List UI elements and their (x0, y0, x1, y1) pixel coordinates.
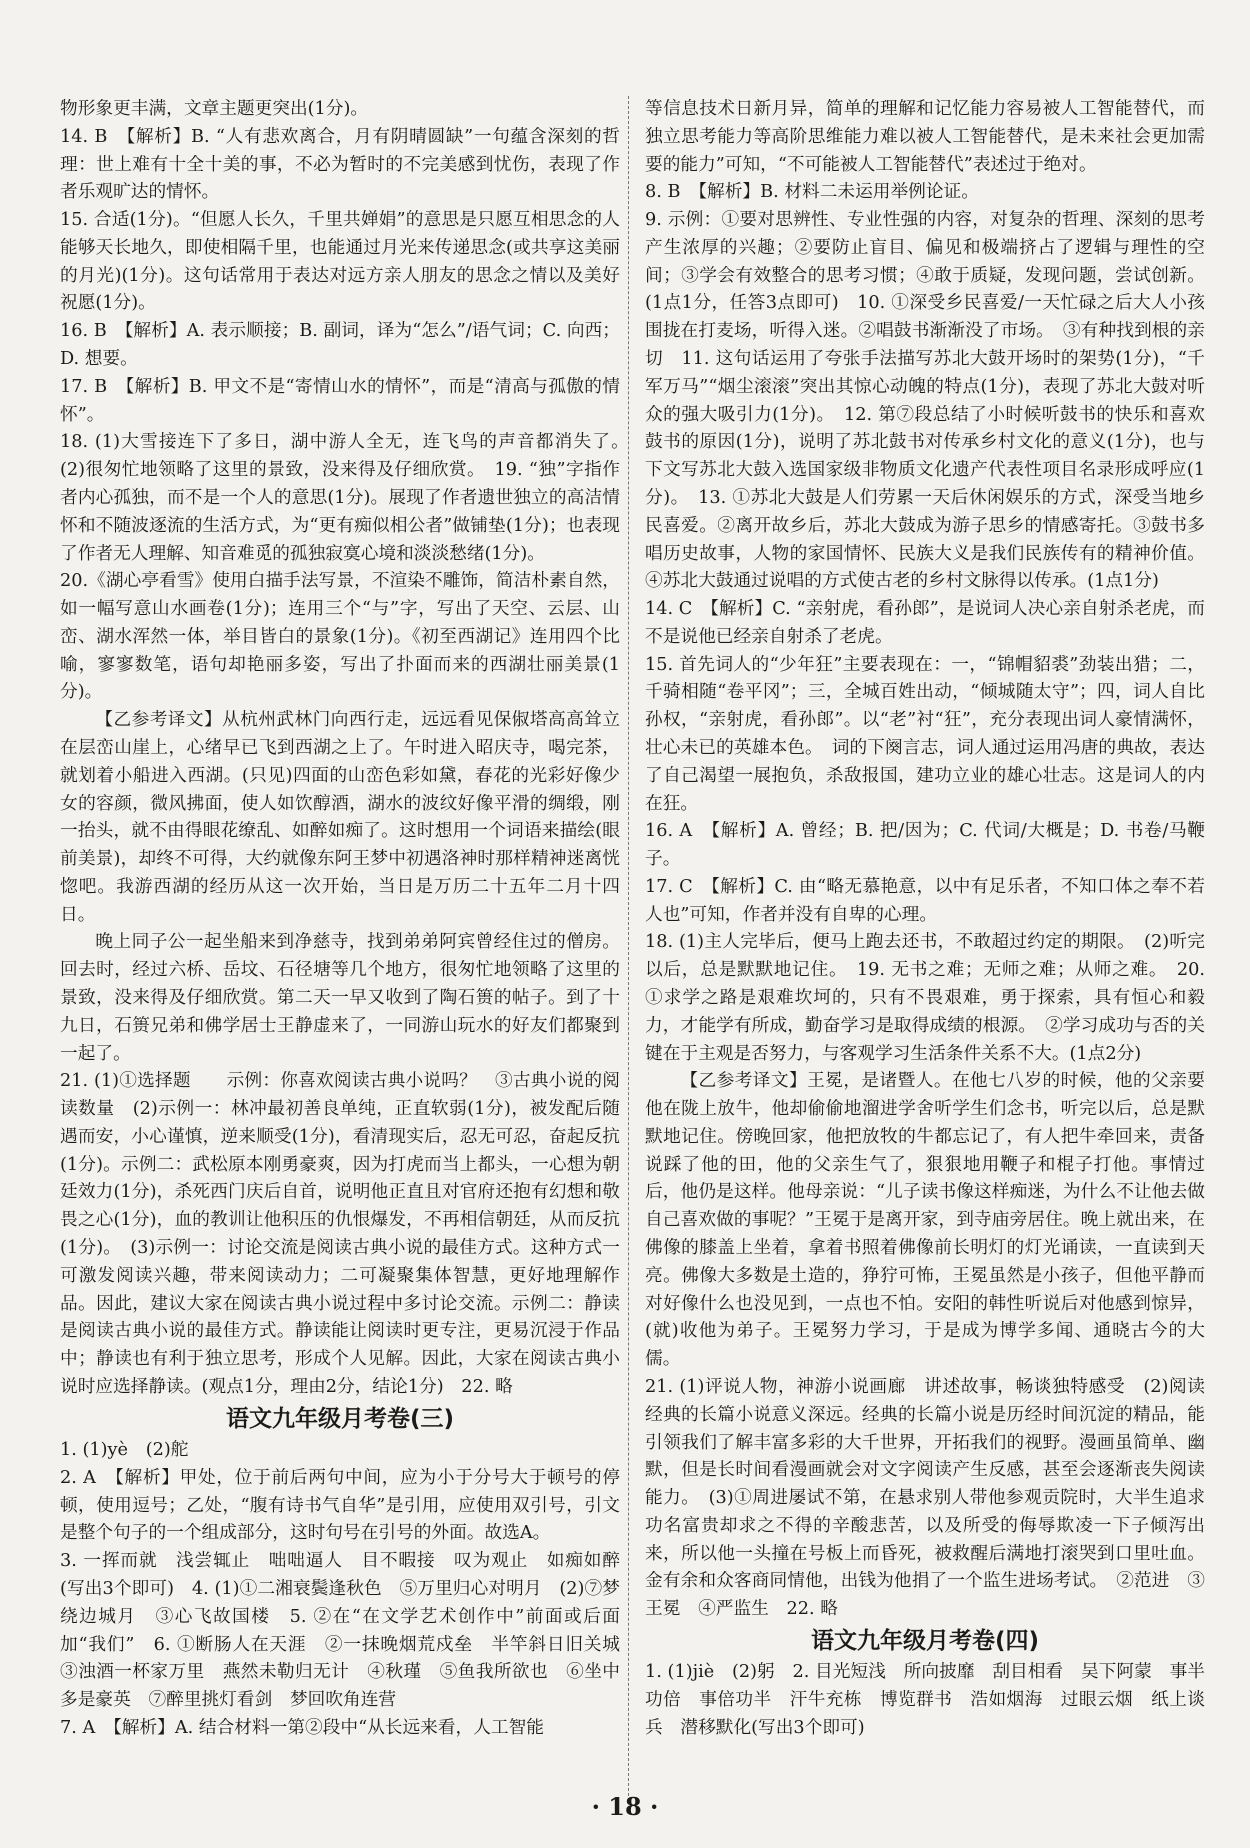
answer-paragraph: 20.《湖心亭看雪》使用白描手法写景，不渲染不雕饰，简洁朴素自然，如一幅写意山水画卷(1分)；连用三个“与”字，写出了天空、云层、山峦、湖水浑然一体，举目皆白的景象(1分)。《初至西湖记》连用四个比喻，寥寥数笔，语句却艳丽多姿，写出了扑面而来的西湖壮丽美景(1分)。 (60, 571, 620, 703)
translation-paragraph: 【乙参考译文】王冕，是诸暨人。在他七八岁的时候，他的父亲要他在陇上放牛，他却偷偷地溜进学舍听学生们念书，听完以后，总是默默地记住。傍晚回家，他把放牧的牛都忘记了，有人把牛牵回来，责备说踩了他的田，他的父亲生气了，狠狠地用鞭子和棍子打他。事情过后，他仍是这样。他母亲说：“儿子读书像这样痴迷，为什么不让他去做自己喜欢做的事呢？”王冕于是离开家，到寺庙旁居住。晚上就出来，在佛像的膝盖上坐着，拿着书照着佛像前长明灯的灯光诵读，一直读到天亮。佛像大多数是土造的，狰狞可怖，王冕虽然是小孩子，但他平静而对好像什么也没见到，一点也不怕。安阳的韩性听说后对他感到惊异，(就)收他为弟子。王冕努力学习，于是成为博学多闻、通晓古今的大儒。 (645, 1071, 1205, 1370)
answer-paragraph: 1. (1)yè (2)舵 (60, 1440, 189, 1461)
answer-paragraph: 9. 示例：①要对思辨性、专业性强的内容，对复杂的哲理、深刻的思考产生浓厚的兴趣；②要防止盲目、偏见和极端挤占了逻辑与理性的空间；③学会有效整合的思考习惯；④敢于质疑，发现问题，尝试创新。(1点1分，任答3点即可) 10. ①深受乡民喜爱/一天忙碌之后大人小孩围拢在打麦场，听得入迷。②唱鼓书渐渐没了市场。 ③有种找到根的亲切 11. 这句话运用了夸张手法描写苏北大鼓开场时的架势(1分)，“千军万马”“烟尘滚滚”突出其惊心动魄的特点(1分)，表现了苏北大鼓对听众的强大吸引力(1分)。 12. 第⑦段总结了小时候听鼓书的快乐和喜欢鼓书的原因(1分)，说明了苏北鼓书对传承乡村文化的意义(1分)，也与下文写苏北大鼓入选国家级非物质文化遗产代表性项目名录形成呼应(1分)。 13. ①苏北大鼓是人们劳累一天后休闲娱乐的方式，深受当地乡民喜爱。②离开故乡后，苏北大鼓成为游子思乡的情感寄托。③鼓书多唱历史故事，人物的家国情怀、民族大义是我们民族传有的精神价值。④苏北大鼓通过说唱的方式使古老的乡村文脉得以传承。(1点1分) (645, 210, 1205, 592)
answer-paragraph: 18. (1)主人完毕后，便马上跑去还书，不敢超过约定的期限。 (2)听完以后，总是默默地记住。 19. 无书之难；无师之难；从师之难。 20. ①求学之路是艰难坎坷的，只有不畏艰难，勇于探索，具有恒心和毅力，才能学有所成，勤奋学习是取得成绩的根源。 ②学习成功与否的关键在于主观是否努力，与客观学习生活条件关系不大。(1点2分) (645, 932, 1205, 1064)
translation-paragraph: 晚上同子公一起坐船来到净慈寺，找到弟弟阿宾曾经住过的僧房。回去时，经过六桥、岳坟、石径塘等几个地方，很匆忙地领略了这里的景致，没来得及仔细欣赏。第二天一早又收到了陶石篑的帖子。到了十九日，石篑兄弟和佛学居士王静虚来了，一同游山玩水的好友们都聚到一起了。 (60, 932, 620, 1064)
answer-paragraph: 17. B 【解析】B. 甲文不是“寄情山水的情怀”，而是“清高与孤傲的情怀”。 (60, 376, 620, 425)
answer-paragraph: 21. (1)评说人物，神游小说画廊 讲述故事，畅谈独特感受 (2)阅读经典的长篇小说意义深远。经典的长篇小说是历经时间沉淀的精品，能引领我们了解丰富多彩的大千世界，开拓我们的视野。漫画虽简单、幽默，但是长时间看漫画就会对文字阅读产生反感，甚至会逐渐丧失阅读能力。 (3)①周进屡试不第，在悬求别人带他参观贡院时，大半生追求功名富贵却求之不得的辛酸悲苦，以及所受的侮辱欺凌一下子倾泻出来，所以他一头撞在号板上而昏死，被救醒后满地打滚哭到口里吐血。金有余和众客商同情他，出钱为他捐了一个监生进场考试。 ②范进 ③王冕 ④严监生 22. 略 (645, 1376, 1205, 1620)
answer-paragraph: 等信息技术日新月异，简单的理解和记忆能力容易被人工智能替代，而独立思考能力等高阶思维能力难以被人工智能替代，是未来社会更加需要的能力”可知，“不可能被人工智能替代”表述过于绝对。 (645, 99, 1205, 175)
left-column (60, 96, 638, 1743)
answer-paragraph: 2. A 【解析】甲处，位于前后两句中间，应为小于分号大于顿号的停顿，使用逗号；乙处，“腹有诗书气自华”是引用，应使用双引号，引文是整个句子的一个组成部分，这时句号在引号的外面。故选A。 (60, 1467, 620, 1544)
answer-paragraph: 16. B 【解析】A. 表示顺接；B. 副词，译为“怎么”/语气词；C. 向西；D. 想要。 (60, 321, 620, 370)
right-column (645, 96, 1205, 1743)
column-divider (628, 96, 629, 1796)
answer-paragraph: 21. (1)①选择题 示例：你喜欢阅读古典小说吗？ ③古典小说的阅读数量 (2)示例一：林冲最初善良单纯，正直软弱(1分)，被发配后随遇而安，小心谨慎，逆来顺受(1分)，看清现实后，忍无可忍，奋起反抗(1分)。示例二：武松原本刚勇豪爽，因为打虎而当上都头，一心想为朝廷效力(1分)，杀死西门庆后自首，说明他正直且对官府还抱有幻想和敬畏之心(1分)，血的教训让他积压的仇恨爆发，不再相信朝廷，从而反抗(1分)。 (3)示例一：讨论交流是阅读古典小说的最佳方式。这种方式一可激发阅读兴趣，带来阅读动力；二可凝聚集体智慧，更好地理解作品。因此，建议大家在阅读古典小说过程中多讨论交流。示例二：静读是阅读古典小说的最佳方式。静读能让阅读时更专注，更易沉浸于作品中；静读也有利于独立思考，形成个人见解。因此，大家在阅读古典小说时应选择静读。(观点1分，理由2分，结论1分) 22. 略 (60, 1071, 620, 1397)
answer-paragraph: 16. A 【解析】A. 曾经；B. 把/因为；C. 代词/大概是；D. 书卷/马鞭子。 (645, 821, 1205, 870)
answer-paragraph: 1. (1)jiè (2)躬 2. 目光短浅 所向披靡 刮目相看 吴下阿蒙 事半功倍 事倍功半 汗牛充栋 博览群书 浩如烟海 过眼云烟 纸上谈兵 潜移默化(写出3个即可) (645, 1662, 1205, 1738)
answer-paragraph: 8. B 【解析】B. 材料二未运用举例论证。 (645, 182, 979, 203)
translation-paragraph: 【乙参考译文】从杭州武林门向西行走，远远看见保俶塔高高耸立在层峦山崖上，心绪早已飞到西湖之上了。午时进入昭庆寺，喝完茶，就划着小船进入西湖。(只见)四面的山峦色彩如黛，春花的光彩好像少女的容颜，微风拂面，使人如饮醇酒，湖水的波纹好像平滑的绸缎，刚一抬头，就不由得眼花缭乱、如醉如痴了。这时想用一个词语来描绘(眼前美景)，却终不可得，大约就像东阿王梦中初遇洛神时那样精神迷离恍惚吧。我游西湖的经历从这一次开始，当日是万历二十五年二月十四日。 (60, 710, 620, 925)
section-heading: 语文九年级月考卷(三) (225, 1405, 455, 1432)
answer-paragraph: 15. 首先词人的“少年狂”主要表现在：一，“锦帽貂裘”劲装出猎；二，千骑相随“卷平冈”；三，全城百姓出动，“倾城随太守”；四，词人自比孙权，“亲射虎，看孙郎”。以“老”衬“狂”，充分表现出词人豪情满怀，壮心未已的英雄本色。 词的下阕言志，词人通过运用冯唐的典故，表达了自己渴望一展抱负，杀敌报国，建功立业的雄心壮志。这是词人的内在狂。 (645, 654, 1205, 814)
answer-paragraph: 15. 合适(1分)。“但愿人长久，千里共婵娟”的意思是只愿互相思念的人能够天长地久，即使相隔千里，也能通过月光来传递思念(或共享这美丽的月光)(1分)。这句话常用于表达对远方亲人朋友的思念之情以及美好祝愿(1分)。 (60, 210, 620, 314)
answer-paragraph: 物形象更丰满，文章主题更突出(1分)。 (60, 99, 369, 119)
answer-paragraph: 7. A 【解析】A. 结合材料一第②段中“从长远来看，人工智能 (60, 1717, 544, 1738)
answer-paragraph: 17. C 【解析】C. 由“略无慕艳意，以中有足乐者，不知口体之奉不若人也”可知，作者并没有自卑的心理。 (645, 876, 1205, 925)
answer-paragraph: 3. 一挥而就 浅尝辄止 咄咄逼人 目不暇接 叹为观止 如痴如醉(写出3个即可) 4. (1)①二湘衰鬓逢秋色 ⑤万里归心对明月 (2)⑦梦绕边城月 ③心飞故国楼 5. ②在“在文学艺术创作中”前面或后面加“我们” 6. ①断肠人在天涯 ②一抹晚烟荒戍垒 半竿斜日旧关城 ③浊酒一杯家万里 燕然未勒归无计 ④秋瑾 ⑤鱼我所欲也 ⑥坐中多是豪英 ⑦醉里挑灯看剑 梦回吹角连营 (60, 1551, 638, 1711)
answer-paragraph: 14. B 【解析】B. “人有悲欢离合，月有阴晴圆缺”一句蕴含深刻的哲理：世上难有十全十美的事，不必为暂时的不完美感到忧伤，表现了作者乐观旷达的情怀。 (60, 126, 620, 203)
page-number: · 18 · (591, 1792, 659, 1821)
section-heading: 语文九年级月考卷(四) (810, 1627, 1040, 1654)
answer-paragraph: 14. C 【解析】C. “亲射虎，看孙郎”，是说词人决心亲自射杀老虎，而不是说他已经亲自射杀了老虎。 (645, 599, 1205, 647)
answer-paragraph: 18. (1)大雪接连下了多日，湖中游人全无，连飞鸟的声音都消失了。 (2)很匆忙地领略了这里的景致，没来得及仔细欣赏。 19. “独”字指作者内心孤独，而不是一个人的意思(1分)。展现了作者遗世独立的高洁情怀和不随波逐流的生活方式，为“更有痴似相公者”做铺垫(1分)；也表现了作者无人理解、知音难觅的孤独寂寞心境和淡淡愁绪(1分)。 (60, 432, 638, 564)
